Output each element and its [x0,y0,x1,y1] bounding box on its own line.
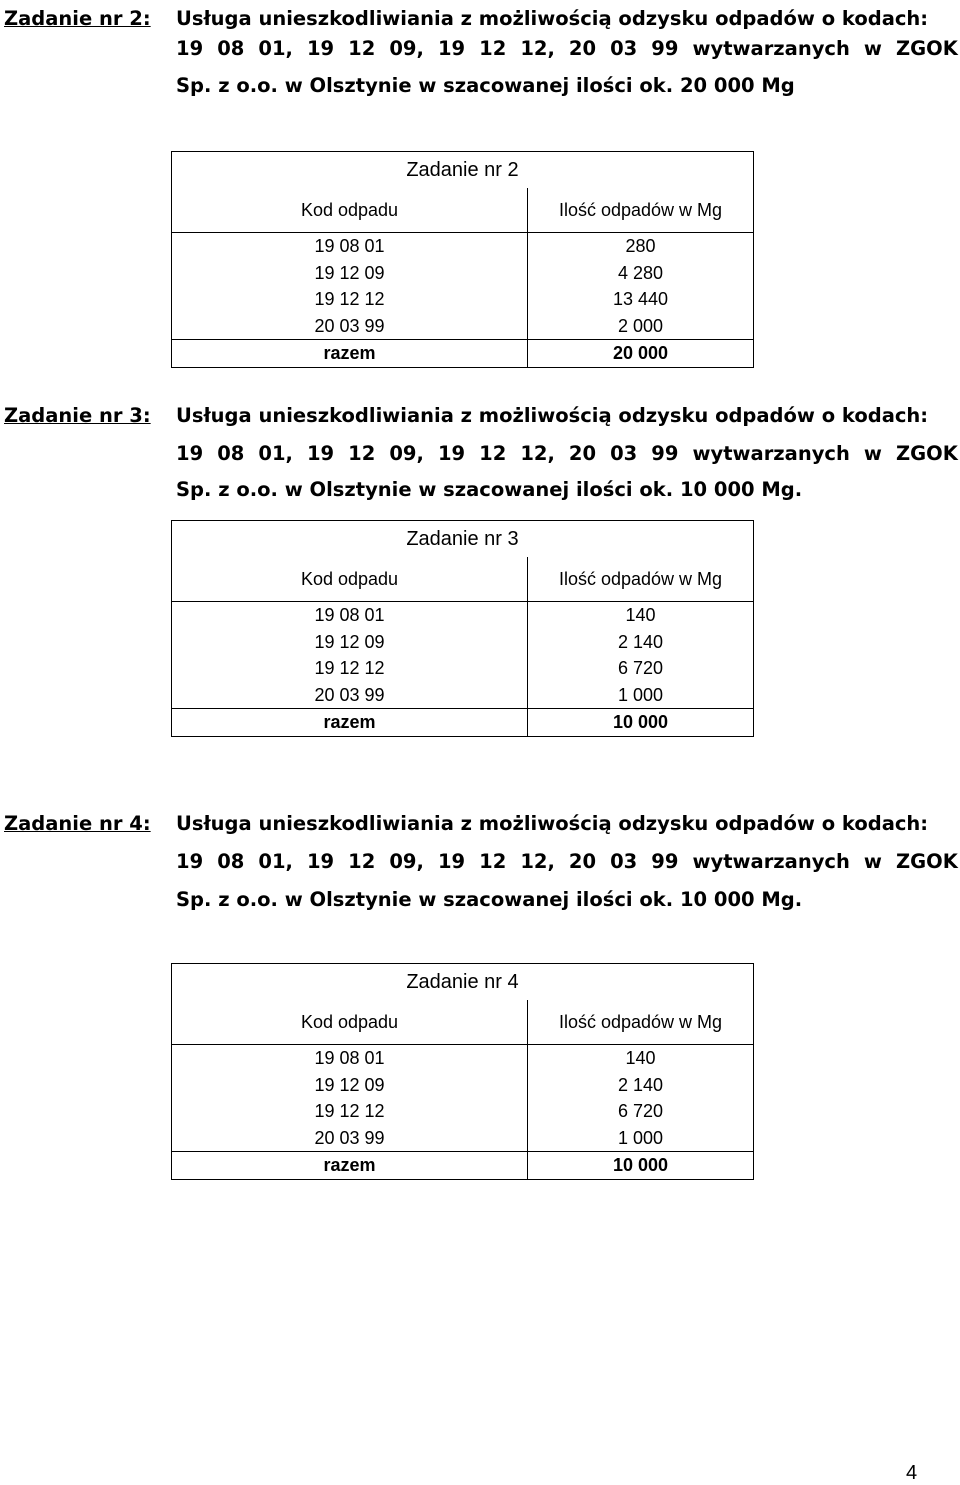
task-description-line: Usługa unieszkodliwiania z możliwością odzysku odpadów o kodach: [176,404,929,427]
waste-amount: 13 440 [528,286,754,313]
waste-amount: 280 [528,233,754,260]
task-label: Zadanie nr 3: [4,404,151,427]
column-header-code: Kod odpadu [172,557,528,602]
table-row [172,233,754,260]
task-label: Zadanie nr 2: [4,7,151,30]
waste-code: 19 12 09 [172,629,528,656]
table-row [172,629,754,656]
table-row [172,1072,754,1099]
waste-amount: 1 000 [528,1125,754,1152]
total-label: razem [172,340,528,368]
table-title: Zadanie nr 4 [172,964,754,1001]
column-header-amount: Ilość odpadów w Mg [528,557,754,602]
waste-table [171,963,754,1180]
waste-amount: 1 000 [528,682,754,709]
waste-table [171,151,754,368]
total-row [172,1152,754,1180]
column-header-code: Kod odpadu [172,188,528,233]
waste-amount: 140 [528,602,754,629]
waste-code: 19 12 12 [172,655,528,682]
waste-code: 19 08 01 [172,233,528,260]
task-description-line: 19 08 01, 19 12 09, 19 12 12, 20 03 99 wytwarzanych w ZGOK [176,850,958,873]
table-row [172,313,754,340]
waste-code: 19 12 12 [172,286,528,313]
total-label: razem [172,709,528,737]
task-description-line: Sp. z o.o. w Olsztynie w szacowanej ilości ok. 10 000 Mg. [176,478,803,501]
waste-amount: 6 720 [528,1098,754,1125]
total-row [172,340,754,368]
waste-amount: 140 [528,1045,754,1072]
table-row [172,655,754,682]
total-value: 10 000 [528,1152,754,1180]
waste-amount: 2 140 [528,1072,754,1099]
waste-code: 19 12 12 [172,1098,528,1125]
total-value: 20 000 [528,340,754,368]
total-label: razem [172,1152,528,1180]
column-header-amount: Ilość odpadów w Mg [528,188,754,233]
waste-amount: 2 140 [528,629,754,656]
waste-amount: 4 280 [528,260,754,287]
waste-code: 19 08 01 [172,602,528,629]
task-description-line: 19 08 01, 19 12 09, 19 12 12, 20 03 99 wytwarzanych w ZGOK [176,442,958,465]
task-label: Zadanie nr 4: [4,812,151,835]
task-description-line: Usługa unieszkodliwiania z możliwością odzysku odpadów o kodach: [176,812,929,835]
table-title: Zadanie nr 3 [172,521,754,558]
total-row [172,709,754,737]
table-row [172,286,754,313]
table-row [172,1098,754,1125]
waste-table [171,520,754,737]
waste-code: 19 12 09 [172,260,528,287]
page-number: 4 [906,1462,918,1484]
table-row [172,260,754,287]
task-description-line: Usługa unieszkodliwiania z możliwością odzysku odpadów o kodach: [176,7,929,30]
table-row [172,1125,754,1152]
table-row [172,1045,754,1072]
column-header-code: Kod odpadu [172,1000,528,1045]
table-row [172,602,754,629]
column-header-amount: Ilość odpadów w Mg [528,1000,754,1045]
waste-amount: 6 720 [528,655,754,682]
table-row [172,682,754,709]
waste-code: 19 12 09 [172,1072,528,1099]
task-description-line: Sp. z o.o. w Olsztynie w szacowanej ilości ok. 20 000 Mg [176,74,795,97]
table-title: Zadanie nr 2 [172,152,754,189]
task-description-line: 19 08 01, 19 12 09, 19 12 12, 20 03 99 wytwarzanych w ZGOK [176,37,958,60]
task-description-line: Sp. z o.o. w Olsztynie w szacowanej ilości ok. 10 000 Mg. [176,888,803,911]
waste-code: 20 03 99 [172,682,528,709]
waste-code: 20 03 99 [172,1125,528,1152]
waste-amount: 2 000 [528,313,754,340]
waste-code: 20 03 99 [172,313,528,340]
waste-code: 19 08 01 [172,1045,528,1072]
total-value: 10 000 [528,709,754,737]
